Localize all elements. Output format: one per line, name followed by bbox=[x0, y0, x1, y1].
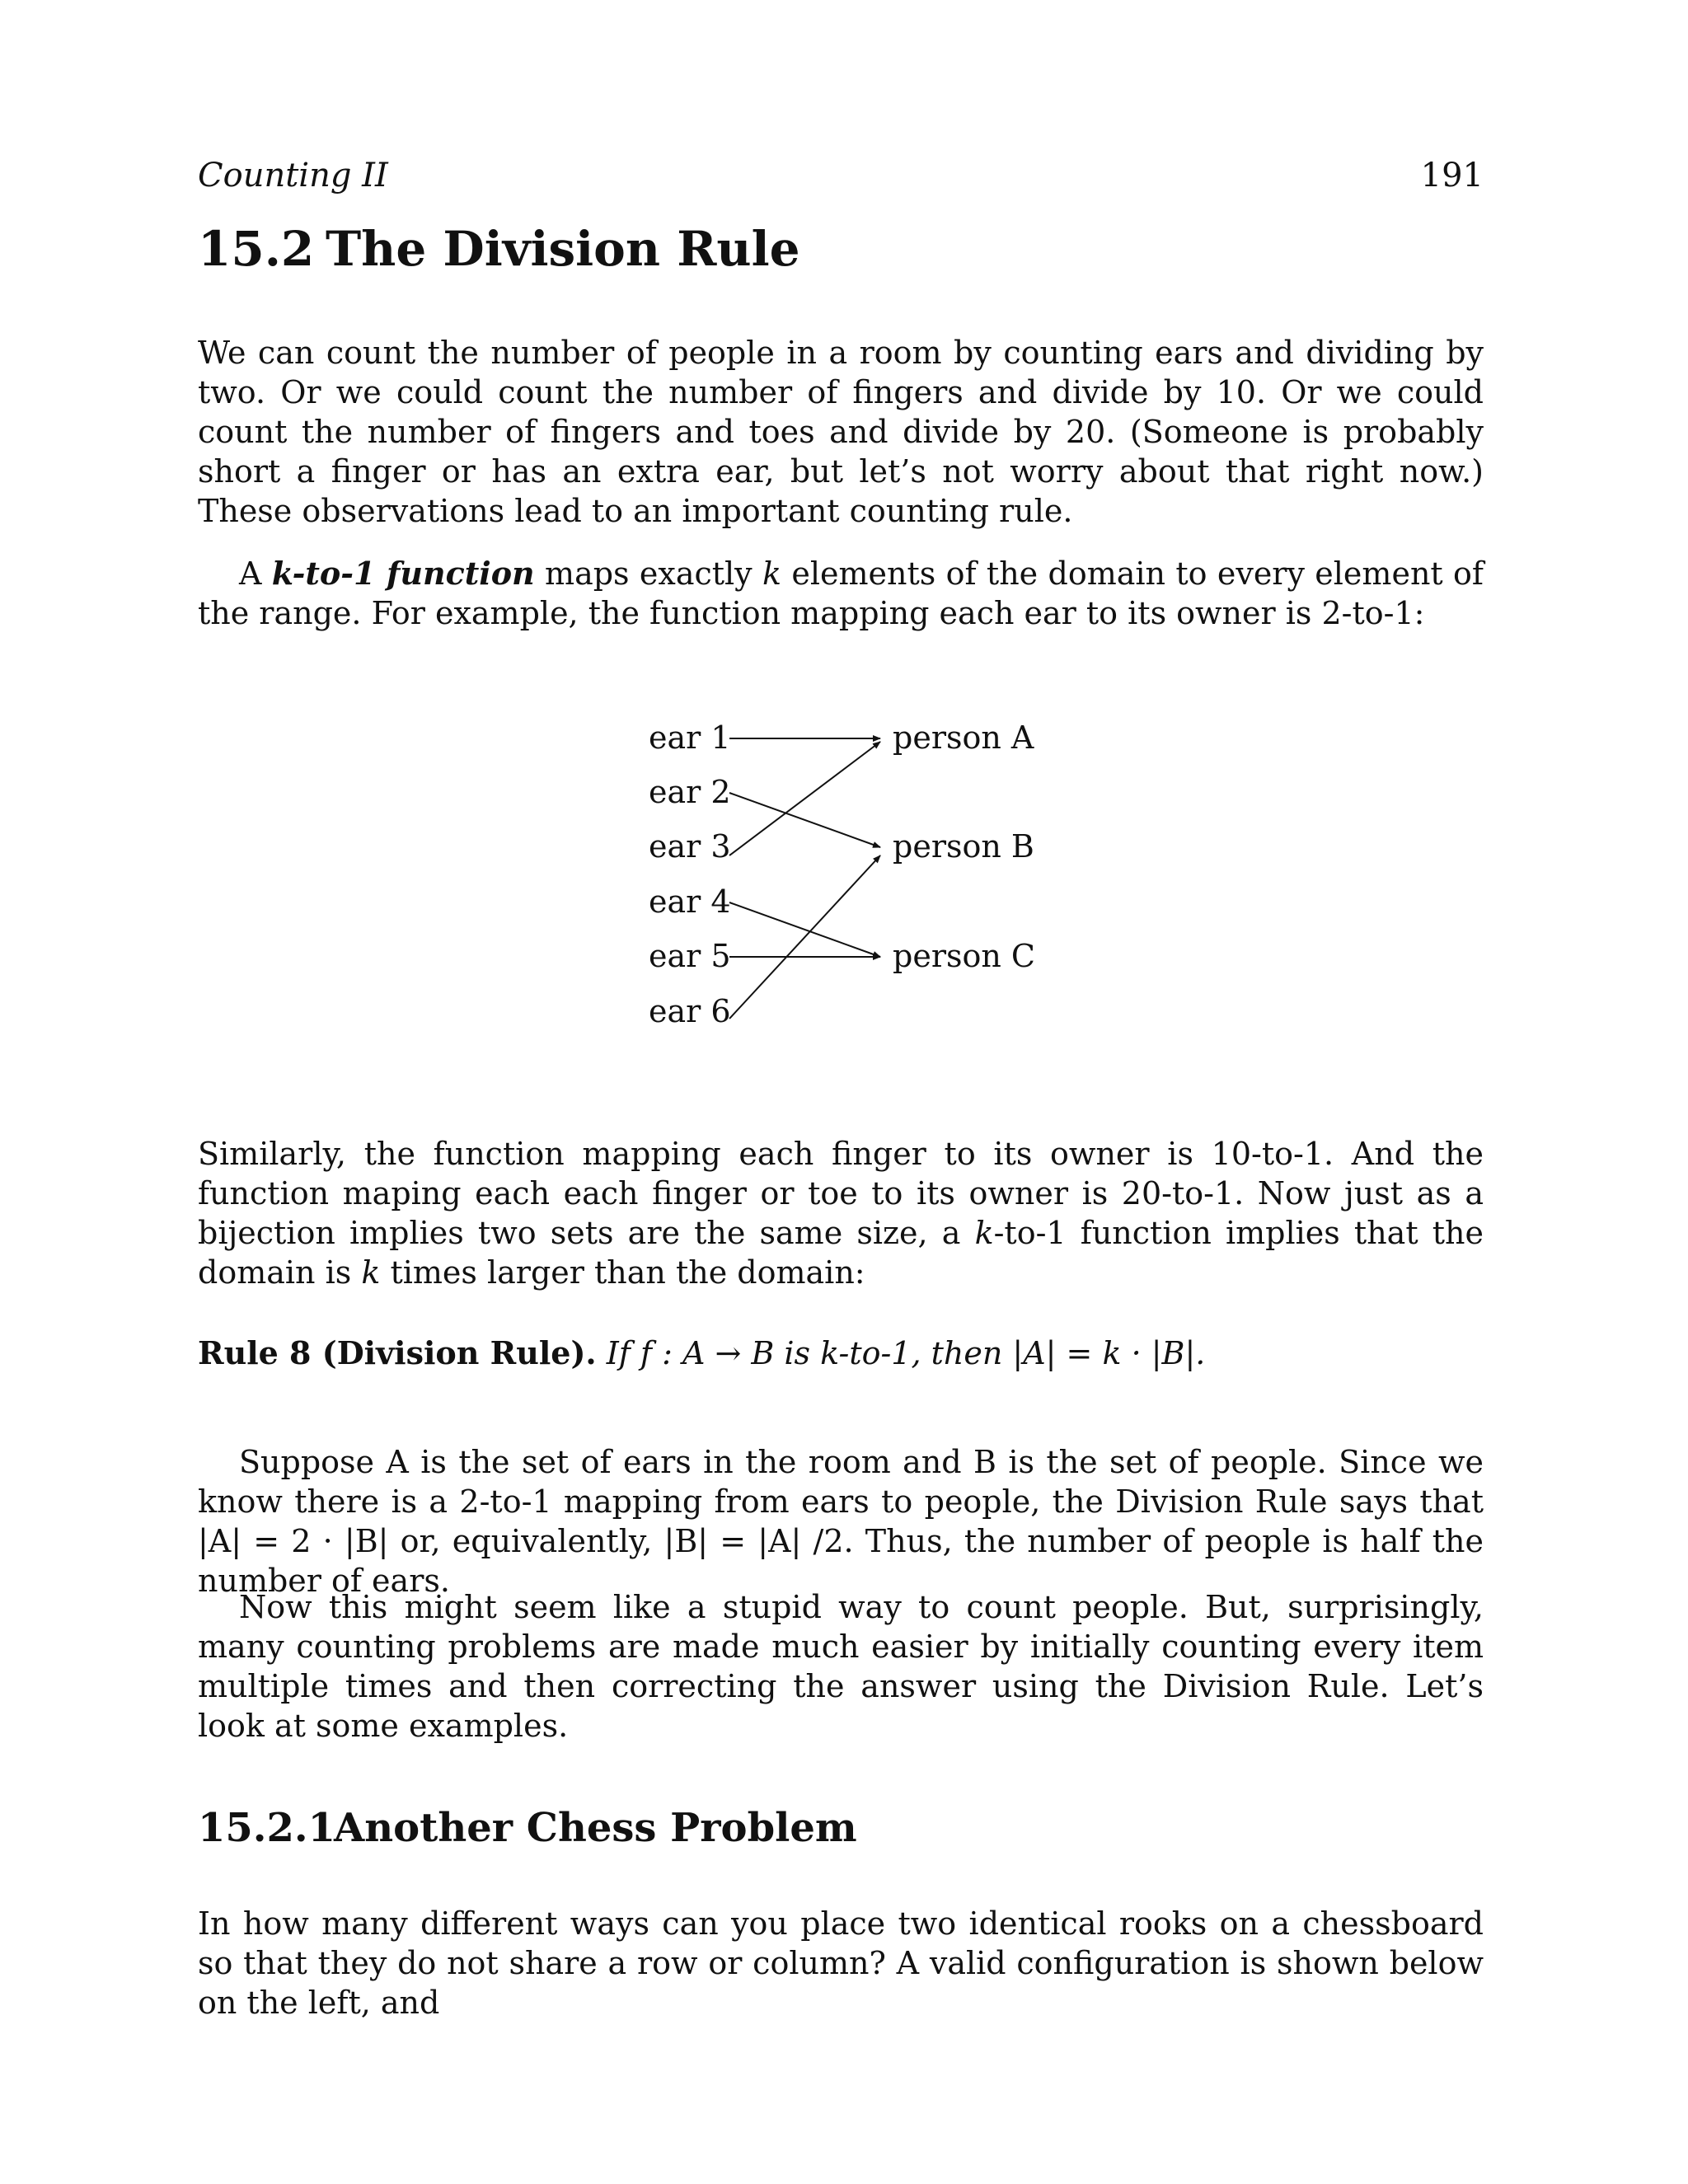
person-label: person A bbox=[893, 719, 1034, 756]
arrow-ear6-to-person-b bbox=[729, 855, 880, 1019]
ear-label: ear 4 bbox=[649, 883, 731, 920]
page-number: 191 bbox=[1420, 157, 1484, 194]
section-heading bbox=[198, 221, 800, 277]
rule-title: Rule 8 (Division Rule). bbox=[198, 1334, 597, 1371]
person-label: person C bbox=[893, 938, 1035, 974]
paragraph-stupid-way: Now this might seem like a stupid way to count people. But, surprisingly, many counting problems are made much easier by initially counting every item multiple times and then correcting the answer using the Division Rule. Let’s look at some examples. bbox=[198, 1589, 1484, 1744]
subsection-number: 15.2.1 bbox=[198, 1805, 336, 1851]
ear-label: ear 1 bbox=[649, 719, 731, 756]
person-labels bbox=[893, 719, 1035, 974]
person-label: person B bbox=[893, 828, 1034, 865]
ear-label: ear 2 bbox=[649, 774, 731, 810]
paragraph-similarly: Similarly, the function mapping each finger to its owner is 10-to-1. And the function maping each each finger or toe to its owner is 20-to-1. Now just as a bijection implies two sets are the same size, a k-to-1 function implies that the domain is k times larger than the domain: bbox=[198, 1136, 1484, 1291]
ear-label: ear 6 bbox=[649, 993, 731, 1029]
section-title: The Division Rule bbox=[326, 221, 800, 277]
ear-label: ear 5 bbox=[649, 938, 731, 974]
ear-to-person-diagram bbox=[626, 709, 1055, 1038]
paragraph-suppose: Suppose A is the set of ears in the room and B is the set of people. Since we know there is a 2-to-1 mapping from ears to people, the Division Rule says that |A| = 2 · |B| or, equivalently, |B| = |A| /2. Thus, the number of people is half the number of ears. bbox=[198, 1444, 1484, 1599]
ear-labels bbox=[649, 719, 731, 1029]
rule-body: If f : A → B is k-to-1, then |A| = k · |B|. bbox=[606, 1335, 1206, 1371]
subsection-title: Another Chess Problem bbox=[334, 1805, 857, 1851]
running-title: Counting II bbox=[198, 157, 388, 194]
mapping-arrows bbox=[729, 738, 880, 1019]
paragraph-k-to-1-definition: A k-to-1 function maps exactly k elements of the domain to every element of the range. For example, the function mapping each ear to its owner is 2-to-1: bbox=[198, 555, 1484, 631]
paragraph-intro: We can count the number of people in a room by counting ears and dividing by two. Or we could count the number of fingers and divide by 10. Or we could count the number of fingers and toes and divide by 20. (Someone is probably short a finger or has an extra ear, but let’s not worry about that right now.) These observations lead to an important counting rule. bbox=[198, 335, 1484, 529]
section-number: 15.2 bbox=[198, 221, 315, 277]
ear-label: ear 3 bbox=[649, 828, 731, 865]
arrow-ear4-to-person-c bbox=[729, 902, 880, 957]
division-rule-statement bbox=[198, 1333, 1484, 1373]
subsection-heading bbox=[198, 1805, 857, 1851]
paragraph-chess-problem: In how many different ways can you place two identical rooks on a chessboard so that they do not share a row or column? A valid configuration is shown below on the left, and bbox=[198, 1905, 1484, 2021]
